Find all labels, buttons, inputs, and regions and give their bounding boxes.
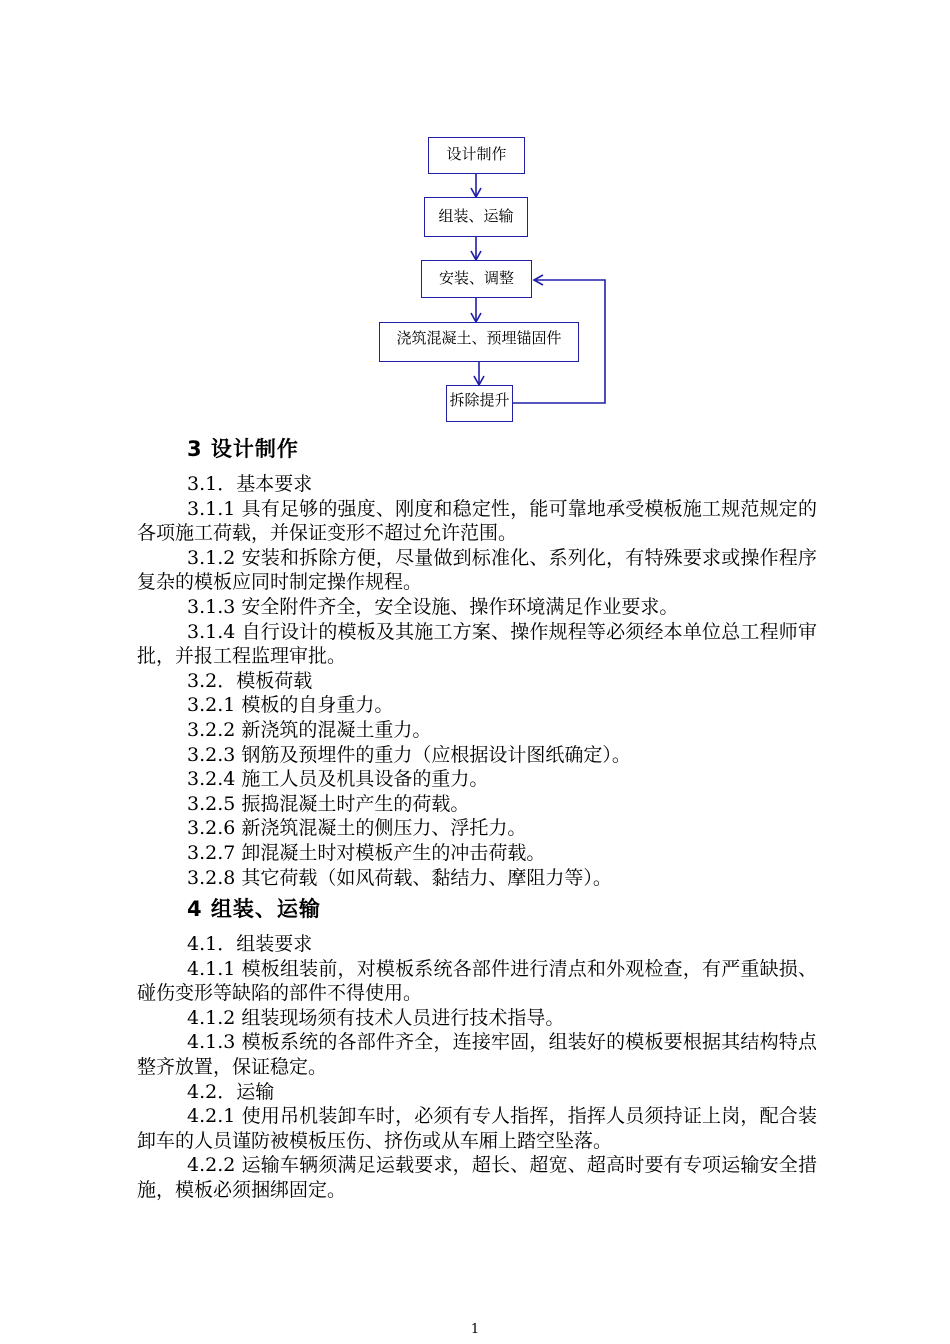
paragraph: 4.1.1 模板组装前，对模板系统各部件进行清点和外观检查，有严重缺损、碰伤变形等缺陷的部件不得使用。 <box>137 957 817 1005</box>
paragraph: 3.1.2 安装和拆除方便，尽量做到标准化、系列化，有特殊要求或操作程序复杂的模板应同时制定操作规程。 <box>137 546 817 594</box>
flow-step-design: 设计制作 <box>428 137 525 174</box>
section-heading: 3 设计制作 <box>187 437 299 461</box>
page-number: 1 <box>470 1322 480 1337</box>
paragraph: 4.2.2 运输车辆须满足运载要求，超长、超宽、超高时要有专项运输安全措施，模板必须捆绑固定。 <box>137 1154 817 1202</box>
subsection-heading: 4.2．运输 <box>187 1080 275 1103</box>
flowchart <box>0 0 950 430</box>
flow-step-remove: 拆除提升 <box>446 385 513 422</box>
paragraph: 4.1.2 组装现场须有技术人员进行技术指导。 <box>187 1006 565 1029</box>
paragraph: 3.2.7 卸混凝土时对模板产生的冲击荷载。 <box>187 841 546 864</box>
paragraph: 3.1.3 安全附件齐全，安全设施、操作环境满足作业要求。 <box>187 595 679 618</box>
paragraph: 3.1.1 具有足够的强度、刚度和稳定性，能可靠地承受模板施工规范规定的各项施工荷载，并保证变形不超过允许范围。 <box>137 497 817 545</box>
subsection-heading: 3.1．基本要求 <box>187 473 313 495</box>
flow-step-install: 安装、调整 <box>421 260 532 298</box>
paragraph: 3.2.1 模板的自身重力。 <box>187 694 394 717</box>
subsection-heading: 4.1．组装要求 <box>187 933 313 956</box>
document-body <box>137 430 817 1203</box>
subsection-heading: 3.2．模板荷载 <box>187 669 313 692</box>
section-heading: 4 组装、运输 <box>187 897 321 922</box>
paragraph: 4.1.3 模板系统的各部件齐全，连接牢固，组装好的模板要根据其结构特点整齐放置，保证稳定。 <box>137 1031 817 1079</box>
paragraph: 3.2.8 其它荷载（如风荷载、黏结力、摩阻力等）。 <box>187 866 612 889</box>
paragraph: 3.2.6 新浇筑混凝土的侧压力、浮托力。 <box>187 817 527 840</box>
paragraph: 3.2.4 施工人员及机具设备的重力。 <box>187 768 489 791</box>
paragraph: 3.1.4 自行设计的模板及其施工方案、操作规程等必须经本单位总工程师审批，并报工程监理审批。 <box>137 620 817 668</box>
paragraph: 4.2.1 使用吊机装卸车时，必须有专人指挥，指挥人员须持证上岗，配合装卸车的人员谨防被模板压伤、挤伤或从车厢上踏空坠落。 <box>137 1105 817 1152</box>
paragraph: 3.2.2 新浇筑的混凝土重力。 <box>187 718 432 741</box>
flow-step-pour: 浇筑混凝土、预埋锚固件 <box>379 322 579 362</box>
paragraph: 3.2.5 振捣混凝土时产生的荷载。 <box>187 792 470 815</box>
flow-step-assembly: 组装、运输 <box>424 197 528 237</box>
paragraph: 3.2.3 钢筋及预埋件的重力（应根据设计图纸确定）。 <box>187 743 631 766</box>
